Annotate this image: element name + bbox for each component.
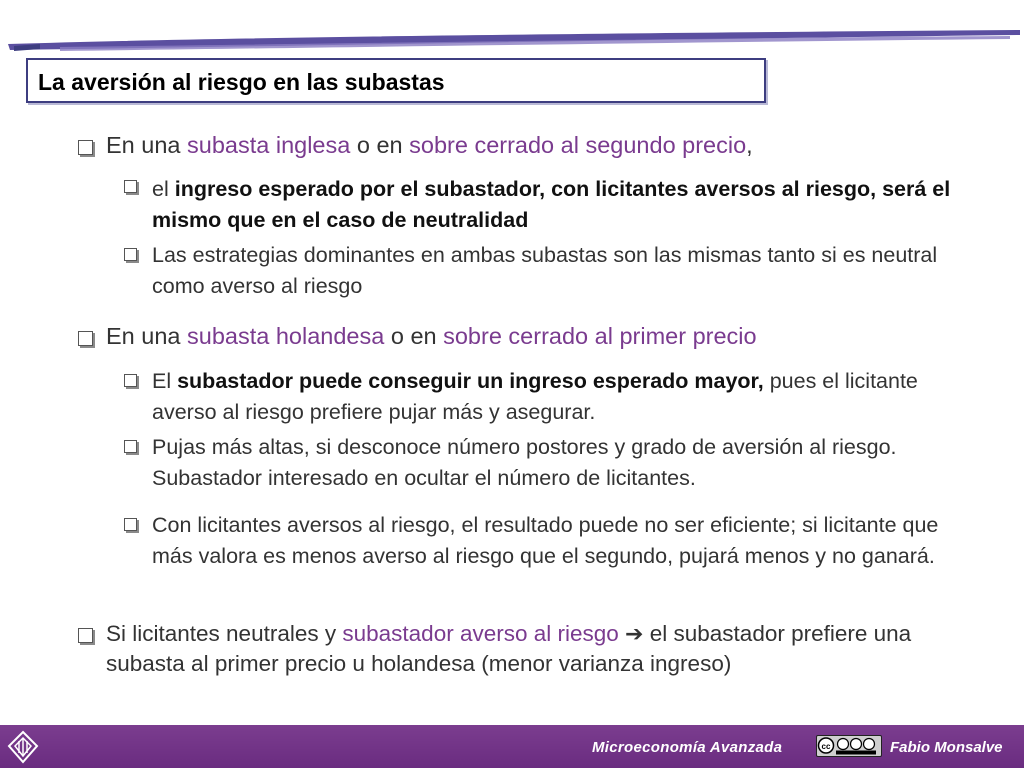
checkbox-bullet-icon [124,180,137,193]
checkbox-bullet-icon [124,518,137,531]
svg-text:cc: cc [821,742,831,751]
header-brush-stroke [0,0,1024,60]
slide-title-box [26,58,766,103]
term-first-price-sealed: sobre cerrado al primer precio [443,323,757,349]
term-second-price-sealed: sobre cerrado al segundo precio [409,132,747,158]
checkbox-bullet-icon [124,248,137,261]
university-logo-icon [6,729,40,765]
subitem-expected-revenue: el ingreso esperado por el subastador, con licitantes aversos al riesgo, será el mismo que en el caso de neutralidad [152,177,951,232]
checkbox-bullet-icon [124,440,137,453]
subitem-inefficiency: Con licitantes aversos al riesgo, el resultado puede no ser eficiente; si licitante que más valora es menos averso al riesgo que el segundo, pujará menos y no ganará. [152,513,939,568]
cc-by-nc-sa-icon [816,735,882,757]
bullet-dutch-auction: En una subasta holandesa o en sobre cerrado al primer precio [106,323,757,349]
subitem-higher-bids: Pujas más altas, si desconoce número postores y grado de aversión al riesgo. Subastador interesado en ocultar el número de licitantes. [152,435,897,490]
term-dutch-auction: subasta holandesa [187,323,385,349]
arrow-right-icon: ➔ [625,621,644,646]
subitem-higher-revenue: El subastador puede conseguir un ingreso esperado mayor, pues el licitante averso al riesgo prefiere pujar más y asegurar. [152,369,918,424]
term-english-auction: subasta inglesa [187,132,351,158]
checkbox-bullet-icon [78,331,93,346]
checkbox-bullet-icon [78,628,93,643]
bullet-risk-averse-auctioneer: Si licitantes neutrales y subastador averso al riesgo ➔ el subastador prefiere una subasta al primer precio u holandesa (menor varianza ingreso) [106,621,912,676]
footer-author-name: Fabio Monsalve [890,739,1003,756]
footer-bar [0,725,1024,768]
bullet-english-auction: En una subasta inglesa o en sobre cerrado al segundo precio, [106,132,753,158]
footer-course-name: Microeconomía Avanzada [592,739,783,756]
slide-title: La aversión al riesgo en las subastas [38,69,445,95]
checkbox-bullet-icon [124,374,137,387]
checkbox-bullet-icon [78,140,93,155]
term-risk-averse-auctioneer: subastador averso al riesgo [342,621,619,646]
subitem-dominant-strategies: Las estrategias dominantes en ambas subastas son las mismas tanto si es neutral como averso al riesgo [152,243,938,298]
